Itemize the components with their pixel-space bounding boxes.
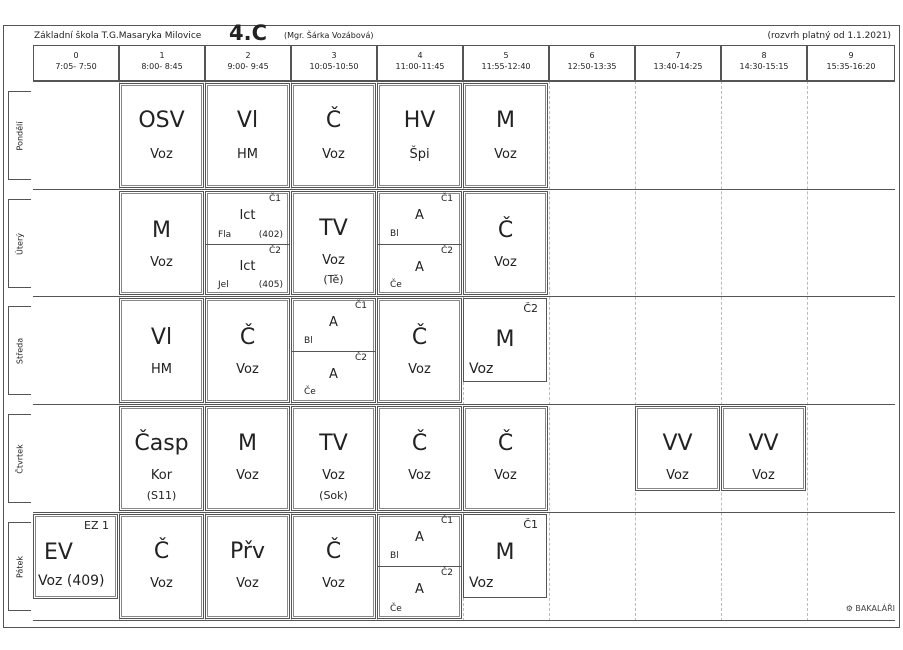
grid-line bbox=[549, 81, 550, 621]
lesson-card[interactable] bbox=[463, 83, 548, 188]
lesson-subject: Č bbox=[411, 325, 428, 350]
lesson-teacher: Voz bbox=[494, 255, 517, 270]
lesson-subject: Časp bbox=[134, 431, 189, 456]
group-half bbox=[292, 299, 375, 352]
split-lesson-card[interactable] bbox=[291, 298, 376, 403]
lesson-subject: A bbox=[415, 530, 424, 545]
row-line bbox=[33, 81, 895, 82]
period-time: 9:00- 9:45 bbox=[227, 62, 269, 71]
lesson-teacher: Fla bbox=[218, 230, 232, 240]
lesson-teacher: Jel bbox=[218, 280, 229, 290]
lesson-teacher: Voz bbox=[236, 576, 259, 591]
lesson-subject: Č bbox=[497, 431, 514, 456]
period-time: 13:40-14:25 bbox=[653, 62, 703, 71]
group-label: Č2 bbox=[268, 246, 281, 256]
period-time: 10:05-10:50 bbox=[309, 62, 359, 71]
lesson-teacher: Špi bbox=[409, 147, 430, 162]
lesson-subject: A bbox=[415, 208, 424, 223]
group-label: Č1 bbox=[523, 518, 538, 531]
lesson-subject: Č bbox=[325, 539, 342, 564]
lesson-subject: Ict bbox=[239, 259, 256, 274]
day-name: Úterý bbox=[15, 232, 25, 255]
group-half bbox=[206, 192, 289, 245]
lesson-teacher: HM bbox=[151, 362, 172, 377]
period-number: 7 bbox=[675, 51, 681, 60]
lesson-subject: Č bbox=[153, 539, 170, 564]
group-label: Č1 bbox=[268, 194, 281, 204]
lesson-card[interactable] bbox=[463, 191, 548, 295]
class-teacher: (Mgr. Šárka Vozábová) bbox=[284, 31, 374, 40]
lesson-teacher: Če bbox=[390, 280, 402, 290]
lesson-card[interactable] bbox=[291, 406, 376, 511]
lesson-subject: VV bbox=[748, 431, 779, 456]
period-number: 6 bbox=[589, 51, 595, 60]
lesson-teacher: Voz bbox=[494, 147, 517, 162]
lesson-teacher: Voz bbox=[322, 147, 345, 162]
period-number: 0 bbox=[73, 51, 79, 60]
lesson-card[interactable] bbox=[33, 514, 118, 599]
lesson-card[interactable] bbox=[463, 298, 547, 382]
period-time: 14:30-15:15 bbox=[739, 62, 789, 71]
row-line bbox=[33, 189, 895, 190]
lesson-teacher: Voz bbox=[752, 468, 775, 483]
lesson-subject: M bbox=[495, 540, 515, 565]
period-number: 1 bbox=[159, 51, 165, 60]
period-number: 9 bbox=[848, 51, 854, 60]
period-header bbox=[119, 45, 205, 81]
brand-label: BAKALÁŘI bbox=[855, 604, 895, 613]
lesson-subject: VV bbox=[662, 431, 693, 456]
day-label bbox=[8, 522, 31, 611]
group-half bbox=[378, 245, 461, 296]
lesson-card[interactable] bbox=[463, 406, 548, 511]
lesson-card[interactable] bbox=[119, 298, 204, 403]
group-label: Č2 bbox=[354, 353, 367, 363]
period-time: 12:50-13:35 bbox=[567, 62, 617, 71]
period-header bbox=[549, 45, 635, 81]
lesson-card[interactable] bbox=[377, 406, 462, 511]
lesson-subject: TV bbox=[319, 431, 348, 456]
period-header bbox=[33, 45, 119, 81]
lesson-teacher: Voz bbox=[322, 468, 345, 483]
lesson-subject: M bbox=[238, 431, 257, 456]
lesson-teacher: Voz bbox=[236, 468, 259, 483]
lesson-card[interactable] bbox=[205, 406, 290, 511]
split-lesson-card[interactable] bbox=[377, 514, 462, 619]
day-label bbox=[8, 306, 31, 395]
period-header bbox=[721, 45, 807, 81]
day-name: Pátek bbox=[15, 555, 25, 578]
group-half bbox=[378, 567, 461, 619]
lesson-card[interactable] bbox=[205, 514, 290, 619]
period-number: 2 bbox=[245, 51, 251, 60]
lesson-teacher: Voz bbox=[666, 468, 689, 483]
lesson-card[interactable] bbox=[119, 514, 204, 619]
lesson-card[interactable] bbox=[635, 406, 720, 491]
lesson-teacher: Voz (409) bbox=[38, 573, 105, 589]
lesson-card[interactable] bbox=[291, 514, 376, 619]
group-label: EZ 1 bbox=[84, 519, 109, 532]
period-number: 5 bbox=[503, 51, 509, 60]
group-label: Č1 bbox=[354, 301, 367, 311]
lesson-subject: OSV bbox=[138, 108, 185, 133]
lesson-card[interactable] bbox=[291, 191, 376, 295]
group-label: Č2 bbox=[440, 568, 453, 578]
lesson-teacher: Voz bbox=[469, 575, 494, 591]
period-header bbox=[291, 45, 377, 81]
lesson-subject: A bbox=[415, 582, 424, 597]
period-number: 8 bbox=[761, 51, 767, 60]
period-number: 4 bbox=[417, 51, 423, 60]
lesson-teacher: Kor bbox=[150, 468, 173, 483]
lesson-room: (405) bbox=[258, 280, 283, 290]
period-time: 11:55-12:40 bbox=[481, 62, 531, 71]
group-half bbox=[292, 352, 375, 404]
lesson-room: (Sok) bbox=[319, 489, 348, 502]
lesson-subject: A bbox=[415, 260, 424, 275]
class-name: 4.C bbox=[229, 21, 268, 45]
lesson-room: (Tě) bbox=[323, 273, 344, 286]
lesson-subject: A bbox=[329, 315, 338, 330]
lesson-teacher: Voz bbox=[150, 255, 173, 270]
row-line bbox=[33, 404, 895, 405]
lesson-subject: Ict bbox=[239, 208, 256, 223]
lesson-card[interactable] bbox=[205, 83, 290, 188]
period-header bbox=[807, 45, 895, 81]
lesson-subject: Č bbox=[411, 431, 428, 456]
lesson-subject: Č bbox=[239, 325, 256, 350]
lesson-card[interactable] bbox=[463, 514, 547, 598]
lesson-subject: A bbox=[329, 367, 338, 382]
lesson-subject: EV bbox=[44, 540, 73, 565]
lesson-card[interactable] bbox=[119, 406, 204, 511]
grid-line bbox=[721, 81, 722, 621]
lesson-teacher: Voz bbox=[150, 576, 173, 591]
lesson-subject: Vl bbox=[150, 325, 173, 350]
lesson-teacher: HM bbox=[237, 147, 258, 162]
lesson-card[interactable] bbox=[205, 298, 290, 403]
lesson-teacher: Voz bbox=[494, 468, 517, 483]
period-time: 8:00- 8:45 bbox=[141, 62, 183, 71]
lesson-teacher: Bl bbox=[304, 336, 313, 346]
grid-line bbox=[807, 81, 808, 621]
lesson-teacher: Bl bbox=[390, 229, 399, 239]
lesson-card[interactable] bbox=[119, 83, 204, 188]
group-half bbox=[378, 192, 461, 245]
group-label: Č1 bbox=[440, 516, 453, 526]
group-label: Č2 bbox=[523, 302, 538, 315]
lesson-room: (402) bbox=[258, 230, 283, 240]
lesson-teacher: Voz bbox=[322, 576, 345, 591]
lesson-subject: M bbox=[495, 327, 515, 352]
lesson-teacher: Voz bbox=[408, 362, 431, 377]
lesson-subject: Vl bbox=[236, 108, 259, 133]
lesson-subject: TV bbox=[319, 216, 348, 241]
lesson-room: (S11) bbox=[146, 489, 177, 502]
validity-note: (rozvrh platný od 1.1.2021) bbox=[767, 31, 891, 41]
lesson-card[interactable] bbox=[119, 191, 204, 295]
lesson-subject: HV bbox=[403, 108, 436, 133]
gear-icon: ⚙ bbox=[845, 604, 853, 613]
lesson-teacher: Če bbox=[390, 604, 402, 614]
period-time: 11:00-11:45 bbox=[395, 62, 445, 71]
row-line bbox=[33, 296, 895, 297]
period-header bbox=[377, 45, 463, 81]
school-name: Základní škola T.G.Masaryka Milovice bbox=[34, 31, 202, 41]
lesson-card[interactable] bbox=[291, 83, 376, 188]
day-label bbox=[8, 414, 31, 503]
group-label: Č2 bbox=[440, 246, 453, 256]
split-lesson-card[interactable] bbox=[377, 191, 462, 295]
lesson-teacher: Voz bbox=[236, 362, 259, 377]
row-line bbox=[33, 620, 895, 621]
period-header bbox=[635, 45, 721, 81]
day-label bbox=[8, 199, 31, 288]
lesson-subject: Přv bbox=[230, 539, 265, 564]
group-label: Č1 bbox=[440, 194, 453, 204]
day-name: Středa bbox=[15, 337, 25, 364]
day-name: Pondělí bbox=[15, 121, 25, 150]
period-header bbox=[205, 45, 291, 81]
period-number: 3 bbox=[331, 51, 337, 60]
lesson-card[interactable] bbox=[377, 298, 462, 403]
grid-line bbox=[635, 81, 636, 621]
group-half bbox=[206, 245, 289, 296]
lesson-teacher: Voz bbox=[322, 253, 345, 268]
lesson-teacher: Voz bbox=[469, 361, 494, 377]
lesson-teacher: Bl bbox=[390, 551, 399, 561]
day-name: Čtvrtek bbox=[15, 443, 25, 474]
lesson-card[interactable] bbox=[721, 406, 806, 491]
split-lesson-card[interactable] bbox=[205, 191, 290, 295]
group-half bbox=[378, 515, 461, 567]
period-time: 7:05- 7:50 bbox=[55, 62, 97, 71]
lesson-subject: M bbox=[496, 108, 515, 133]
day-label bbox=[8, 91, 31, 180]
bakalari-logo bbox=[846, 604, 895, 613]
row-line bbox=[33, 512, 895, 513]
period-time: 15:35-16:20 bbox=[826, 62, 876, 71]
lesson-subject: M bbox=[152, 218, 171, 243]
lesson-teacher: Voz bbox=[150, 147, 173, 162]
lesson-teacher: Če bbox=[304, 387, 316, 397]
lesson-card[interactable] bbox=[377, 83, 462, 188]
lesson-subject: Č bbox=[325, 108, 342, 133]
period-header bbox=[463, 45, 549, 81]
lesson-teacher: Voz bbox=[408, 468, 431, 483]
lesson-subject: Č bbox=[497, 218, 514, 243]
